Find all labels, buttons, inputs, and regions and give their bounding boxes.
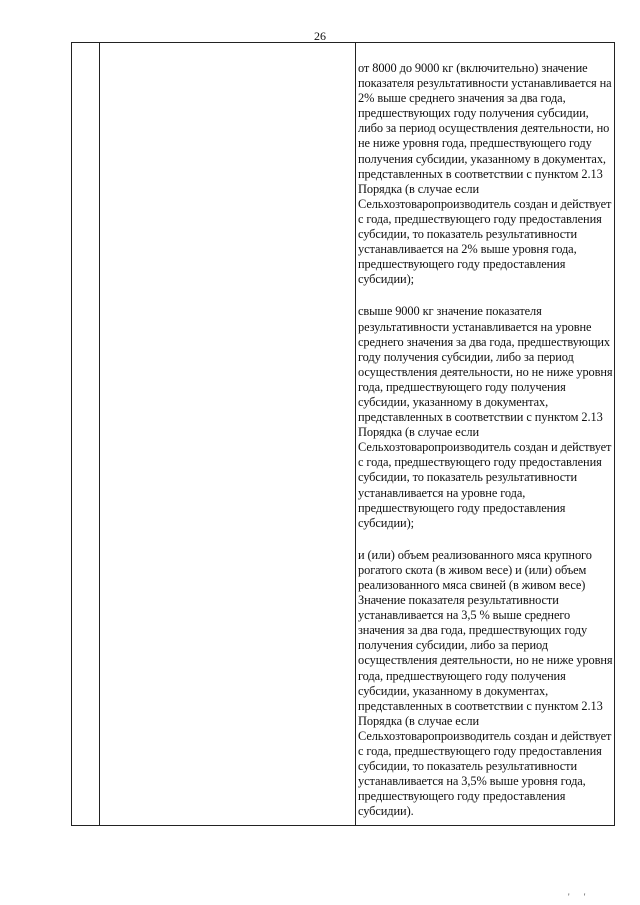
paragraph-over-9000: свыше 9000 кг значение показателя результативности устанавливается на уровне среднего значения за два года, предшествующих году получения субсидии, либо за период осуществления деятельности, но не ниже уровня года, предшествующего году получения субсидии, указанному в документах, представленных в соответствии с пунктом 2.13 Порядка (в случае если Сельхозтоваропроизводитель создан и действует с года, предшествующего году предоставления субсидии, то показатель результативности устанавливается на уровне года, предшествующего году предоставления субсидии); [358,304,613,530]
paragraph-8000-9000: от 8000 до 9000 кг (включительно) значение показателя результативности устанавливается на 2% выше среднего значения за два года, предшествующих году получения субсидии, либо за период осуществления деятельности, но не ниже уровня года, предшествующего году получения субсидии, указанному в документах, представленных в соответствии с пунктом 2.13 Порядка (в случае если Сельхозтоваропроизводитель создан и действует с года, предшествующего году предоставления субсидии, то показатель результативности устанавливается на 2% выше уровня года, предшествующего году предоставления субсидии); [358,61,612,287]
document-table [71,42,615,826]
table-cell-text [358,61,614,820]
table-column-divider-2 [355,43,356,825]
paragraph-meat-volume: и (или) объем реализованного мяса крупного рогатого скота (в живом весе) и (или) объем реализованного мяса свиней (в живом весе) Значение показателя результативности устанавливается на 3,5 % выше среднего значения за два года, предшествующих году получения субсидии, либо за период осуществления деятельности, но не ниже уровня года, предшествующего году получения субсидии, указанному в документах, представленных в соответствии с пунктом 2.13 Порядка (в случае если Сельхозтоваропроизводитель создан и действует с года, предшествующего году предоставления субсидии, то показатель результативности устанавливается на 3,5% выше уровня года, предшествующего году предоставления субсидии). [358,547,613,819]
scan-mark: ' ' [568,892,592,902]
page-number: 26 [314,29,326,43]
table-column-divider-1 [99,43,100,825]
